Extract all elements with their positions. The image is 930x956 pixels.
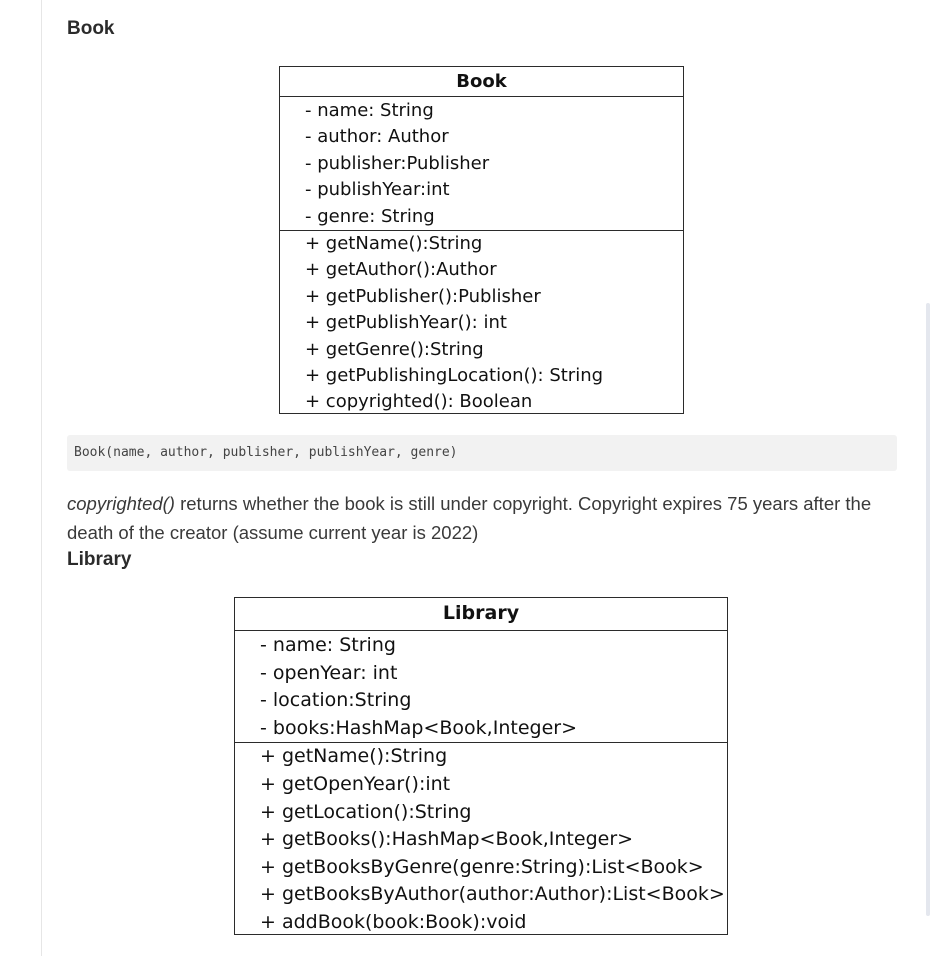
book-attribute: - publisher:Publisher [305, 152, 490, 174]
book-method: + copyrighted(): Boolean [305, 391, 533, 413]
content-left-border [41, 0, 42, 956]
book-class-title: Book [280, 67, 683, 97]
library-attributes [235, 631, 727, 742]
book-attribute: - genre: String [305, 205, 435, 227]
book-method: + getName():String [305, 232, 483, 254]
library-class-diagram [234, 597, 728, 935]
book-method: + getPublisher():Publisher [305, 285, 541, 307]
library-attribute: - books:HashMap<Book,Integer> [260, 716, 577, 739]
book-attribute: - publishYear:int [305, 179, 450, 201]
library-method: + getOpenYear():int [260, 772, 451, 795]
library-method: + getLocation():String [260, 800, 472, 823]
book-method: + getGenre():String [305, 338, 484, 360]
library-attribute: - name: String [260, 634, 396, 656]
copyright-description [67, 489, 917, 547]
constructor-code-block: Book(name, author, publisher, publishYear, genre) [67, 435, 897, 471]
book-attributes [280, 97, 683, 230]
library-method: + getBooksByGenre(genre:String):List<Book> [260, 855, 704, 878]
library-method: + getBooksByAuthor(author:Author):List<Book> [260, 883, 725, 906]
library-method: + getBooks():HashMap<Book,Integer> [260, 828, 634, 851]
scrollbar[interactable] [926, 303, 930, 916]
library-attribute: - openYear: int [260, 661, 398, 684]
book-heading: Book [67, 18, 115, 39]
book-methods [280, 230, 683, 416]
method-name-emphasis: copyrighted() [67, 493, 175, 514]
book-attribute: - author: Author [305, 126, 449, 148]
book-class-diagram [279, 66, 684, 414]
library-heading: Library [67, 549, 132, 570]
book-method: + getPublishingLocation(): String [305, 364, 604, 386]
description-text: returns whether the book is still under copyright. Copyright expires 75 years after the death of the creator (assume current year is 2022) [67, 493, 872, 543]
library-method: + addBook(book:Book):void [260, 910, 527, 933]
library-methods [235, 742, 727, 936]
library-class-title: Library [235, 598, 727, 631]
library-attribute: - location:String [260, 689, 412, 712]
book-attribute: - name: String [305, 100, 434, 121]
book-method: + getPublishYear(): int [305, 312, 507, 334]
book-method: + getAuthor():Author [305, 259, 497, 281]
library-method: + getName():String [260, 745, 448, 768]
